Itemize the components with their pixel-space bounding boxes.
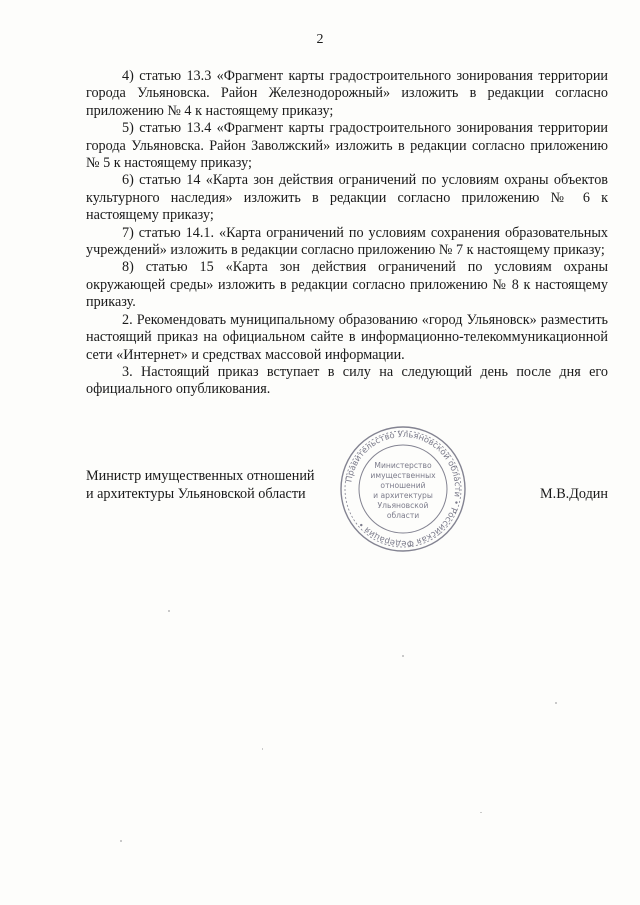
seal-inner-line: Министерство (374, 461, 432, 470)
seal-inner-line: области (386, 511, 420, 520)
seal-inner-line: отношений (380, 481, 426, 490)
scan-speck (262, 748, 263, 750)
seal-inner-line: имущественных (370, 471, 436, 480)
paragraph-recommendation: 2. Рекомендовать муниципальному образованию «город Ульяновск» разместить настоящий приказ на официальном сайте в информационно-телекоммуникационной сети «Интернет» и средствах массовой информации. (86, 311, 608, 363)
document-body (86, 68, 608, 399)
signatory-position-line1: Министр имущественных отношений (86, 468, 315, 484)
paragraph-item-4: 4) статью 13.3 «Фрагмент карты градостроительного зонирования территории города Ульяновска. Район Железнодорожный» изложить в редакции согласно приложению № 4 к настоящему приказу; (86, 68, 608, 119)
official-seal-stamp (338, 424, 468, 554)
scan-speck (120, 840, 122, 842)
paragraph-item-6: 6) статью 14 «Карта зон действия ограничений по условиям охраны объектов культурного наследия» изложить в редакции согласно приложению № 6 к настоящему приказу; (86, 172, 608, 224)
seal-inner-line: и архитектуры (373, 491, 433, 500)
signatory-name: М.В.Додин (540, 486, 608, 502)
scan-speck (480, 812, 482, 813)
paragraph-item-7: 7) статью 14.1. «Карта ограничений по условиям сохранения образовательных учреждений» изложить в редакции согласно приложению № 7 к настоящему приказу; (86, 224, 608, 259)
paragraph-entry-into-force: 3. Настоящий приказ вступает в силу на следующий день после дня его официального опубликования. (86, 363, 608, 398)
scan-speck (555, 702, 557, 704)
paragraph-item-8: 8) статью 15 «Карта зон действия ограничений по условиям охраны окружающей среды» изложить в редакции согласно приложению № 8 к настоящему приказу. (86, 259, 608, 311)
scan-speck (402, 655, 404, 657)
seal-outer-text: Правительство Ульяновской области • Российская Федерация • (343, 428, 464, 550)
page-number: 2 (316, 32, 324, 47)
scan-speck (168, 610, 170, 612)
paragraph-item-5: 5) статью 13.4 «Фрагмент карты градостроительного зонирования территории города Ульяновска. Район Заволжский» изложить в редакции согласно приложению № 5 к настоящему приказу; (86, 120, 608, 172)
seal-inner-line: Ульяновской (377, 501, 429, 510)
signatory-position-line2: и архитектуры Ульяновской области (86, 485, 306, 502)
